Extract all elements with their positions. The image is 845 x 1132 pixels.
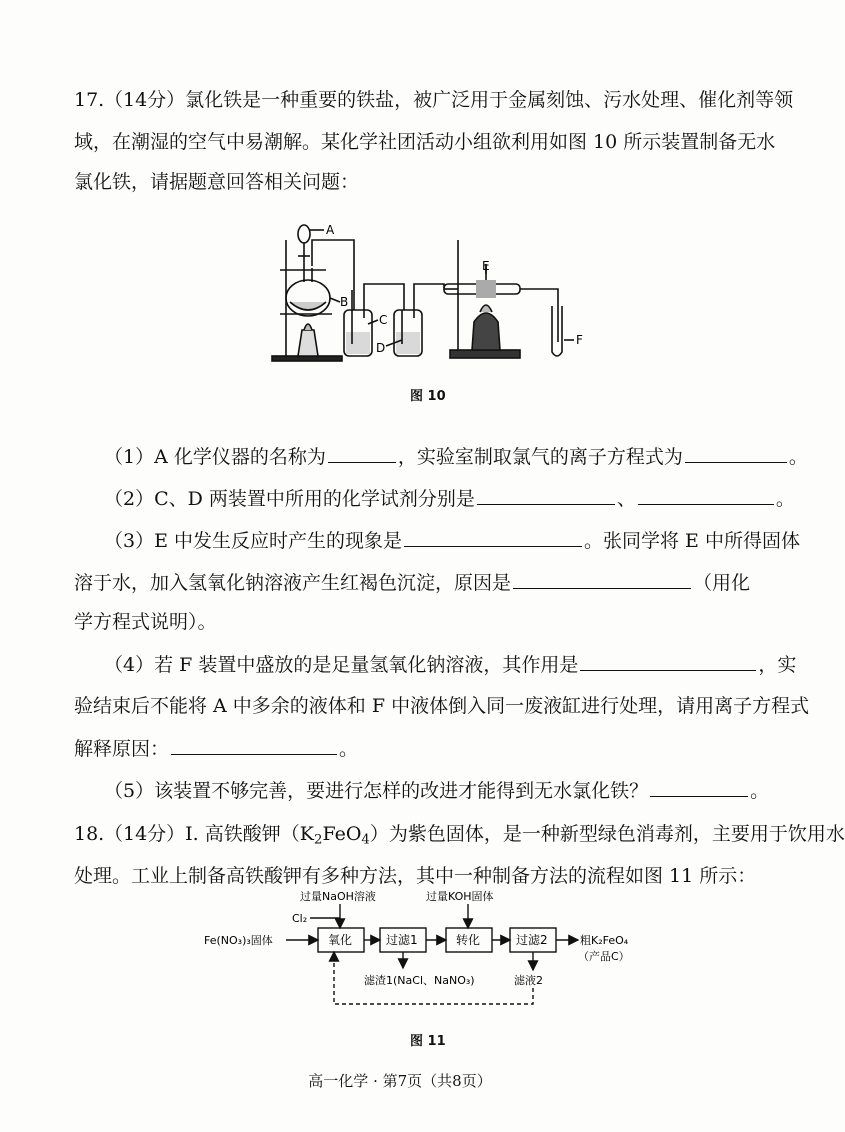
q17-part2-blank2 <box>638 486 774 505</box>
q17-part1-text-a: （1）A 化学仪器的名称为 <box>104 446 326 468</box>
q17-part4-text-a: （4）若 F 装置中盛放的是足量氢氧化钠溶液，其作用是 <box>104 654 579 676</box>
label-b: B <box>340 295 349 309</box>
q17-part4-text-d: 解释原因： <box>74 738 170 760</box>
product-note: （产品C） <box>578 950 630 963</box>
box-oxidation-label: 氧化 <box>328 933 353 947</box>
q18-number: 18. <box>74 823 105 845</box>
q17-part3-text-a: （3）E 中发生反应时产生的现象是 <box>104 530 402 552</box>
reagent-naoh: 过量NaOH溶液 <box>300 890 376 903</box>
start-material: Fe(NO₃)₃固体 <box>204 934 273 947</box>
q18-text-a: （14分）I. 高铁酸钾（K <box>104 823 314 845</box>
box-filter2-label: 过滤2 <box>516 933 548 947</box>
box-conversion-label: 转化 <box>456 933 481 947</box>
q17-part5-blank1 <box>650 778 748 797</box>
figure-10-apparatus <box>260 210 590 370</box>
q18-text-c: ）为紫色固体，是一种新型绿色消毒剂，主要用于饮用水 <box>369 823 845 845</box>
figure-11-caption: 图 11 <box>410 1034 446 1049</box>
residue1-label: 滤渣1(NaCl、NaNO₃) <box>364 974 475 987</box>
q17-intro-text3: 氯化铁，请据题意回答相关问题： <box>74 171 360 193</box>
q17-part2-text-b: 、 <box>616 488 636 510</box>
figure-11-flowchart <box>200 888 660 1018</box>
q18-sub-4: 4 <box>361 832 370 848</box>
q17-part5-text-a: （5）该装置不够完善，要进行怎样的改进才能得到无水氯化铁？ <box>104 780 649 802</box>
page-footer: 高一化学 · 第7页（共8页） <box>308 1072 492 1090</box>
q17-part1-text-b: ，实验室制取氯气的离子方程式为 <box>397 446 683 468</box>
product-label: 粗K₂FeO₄ <box>580 934 629 947</box>
q17-part4-text-c: 验结束后不能将 A 中多余的液体和 F 中液体倒入同一废液缸进行处理，请用离子方程式 <box>74 695 810 717</box>
reagent-cl2: Cl₂ <box>292 912 308 925</box>
q17-intro-text2: 域，在潮湿的空气中易潮解。某化学社团活动小组欲利用如图 10 所示装置制备无水 <box>74 131 776 153</box>
q17-part4-end: 。 <box>339 738 359 760</box>
q17-part3-text-c: 溶于水，加入氢氧化钠溶液产生红褐色沉淀，原因是 <box>74 572 512 594</box>
q18-text-b: FeO <box>322 823 362 845</box>
filtrate2-label: 滤液2 <box>514 974 543 987</box>
label-e: E <box>482 259 490 273</box>
q17-part5-end: 。 <box>750 780 770 802</box>
q17-part2-blank1 <box>477 486 615 505</box>
q17-part2-text-a: （2）C、D 两装置中所用的化学试剂分别是 <box>104 488 475 510</box>
label-d: D <box>376 341 386 355</box>
figure-10-caption: 图 10 <box>410 389 446 404</box>
q17-part4-text-b: ，实 <box>758 654 797 676</box>
q17-part3-text-d: （用化 <box>693 572 751 594</box>
q17-part4-blank1 <box>580 652 756 671</box>
q17-part2-end: 。 <box>775 488 795 510</box>
label-c: C <box>379 313 388 327</box>
box-filter1-label: 过滤1 <box>386 933 418 947</box>
q17-intro-text1: （14分）氯化铁是一种重要的铁盐，被广泛用于金属刻蚀、污水处理、催化剂等领 <box>104 89 794 111</box>
q17-number: 17. <box>74 89 105 111</box>
reagent-koh: 过量KOH固体 <box>426 890 494 903</box>
q17-part1-blank1 <box>328 444 396 463</box>
q18-sub-2: 2 <box>313 832 323 848</box>
q17-part3-text-e: 学方程式说明）。 <box>74 611 217 633</box>
q18-text-line2: 处理。工业上制备高铁酸钾有多种方法，其中一种制备方法的流程如图 11 所示： <box>74 865 757 887</box>
label-a: A <box>326 223 335 237</box>
q17-part3-blank2 <box>513 570 691 589</box>
q17-part4-blank2 <box>171 736 337 755</box>
label-f: F <box>576 333 583 347</box>
q17-part3-text-b: 。张同学将 E 中所得固体 <box>584 530 800 552</box>
q17-part3-blank1 <box>404 528 582 547</box>
q17-part1-blank2 <box>685 444 787 463</box>
q17-part1-end: 。 <box>788 446 808 468</box>
